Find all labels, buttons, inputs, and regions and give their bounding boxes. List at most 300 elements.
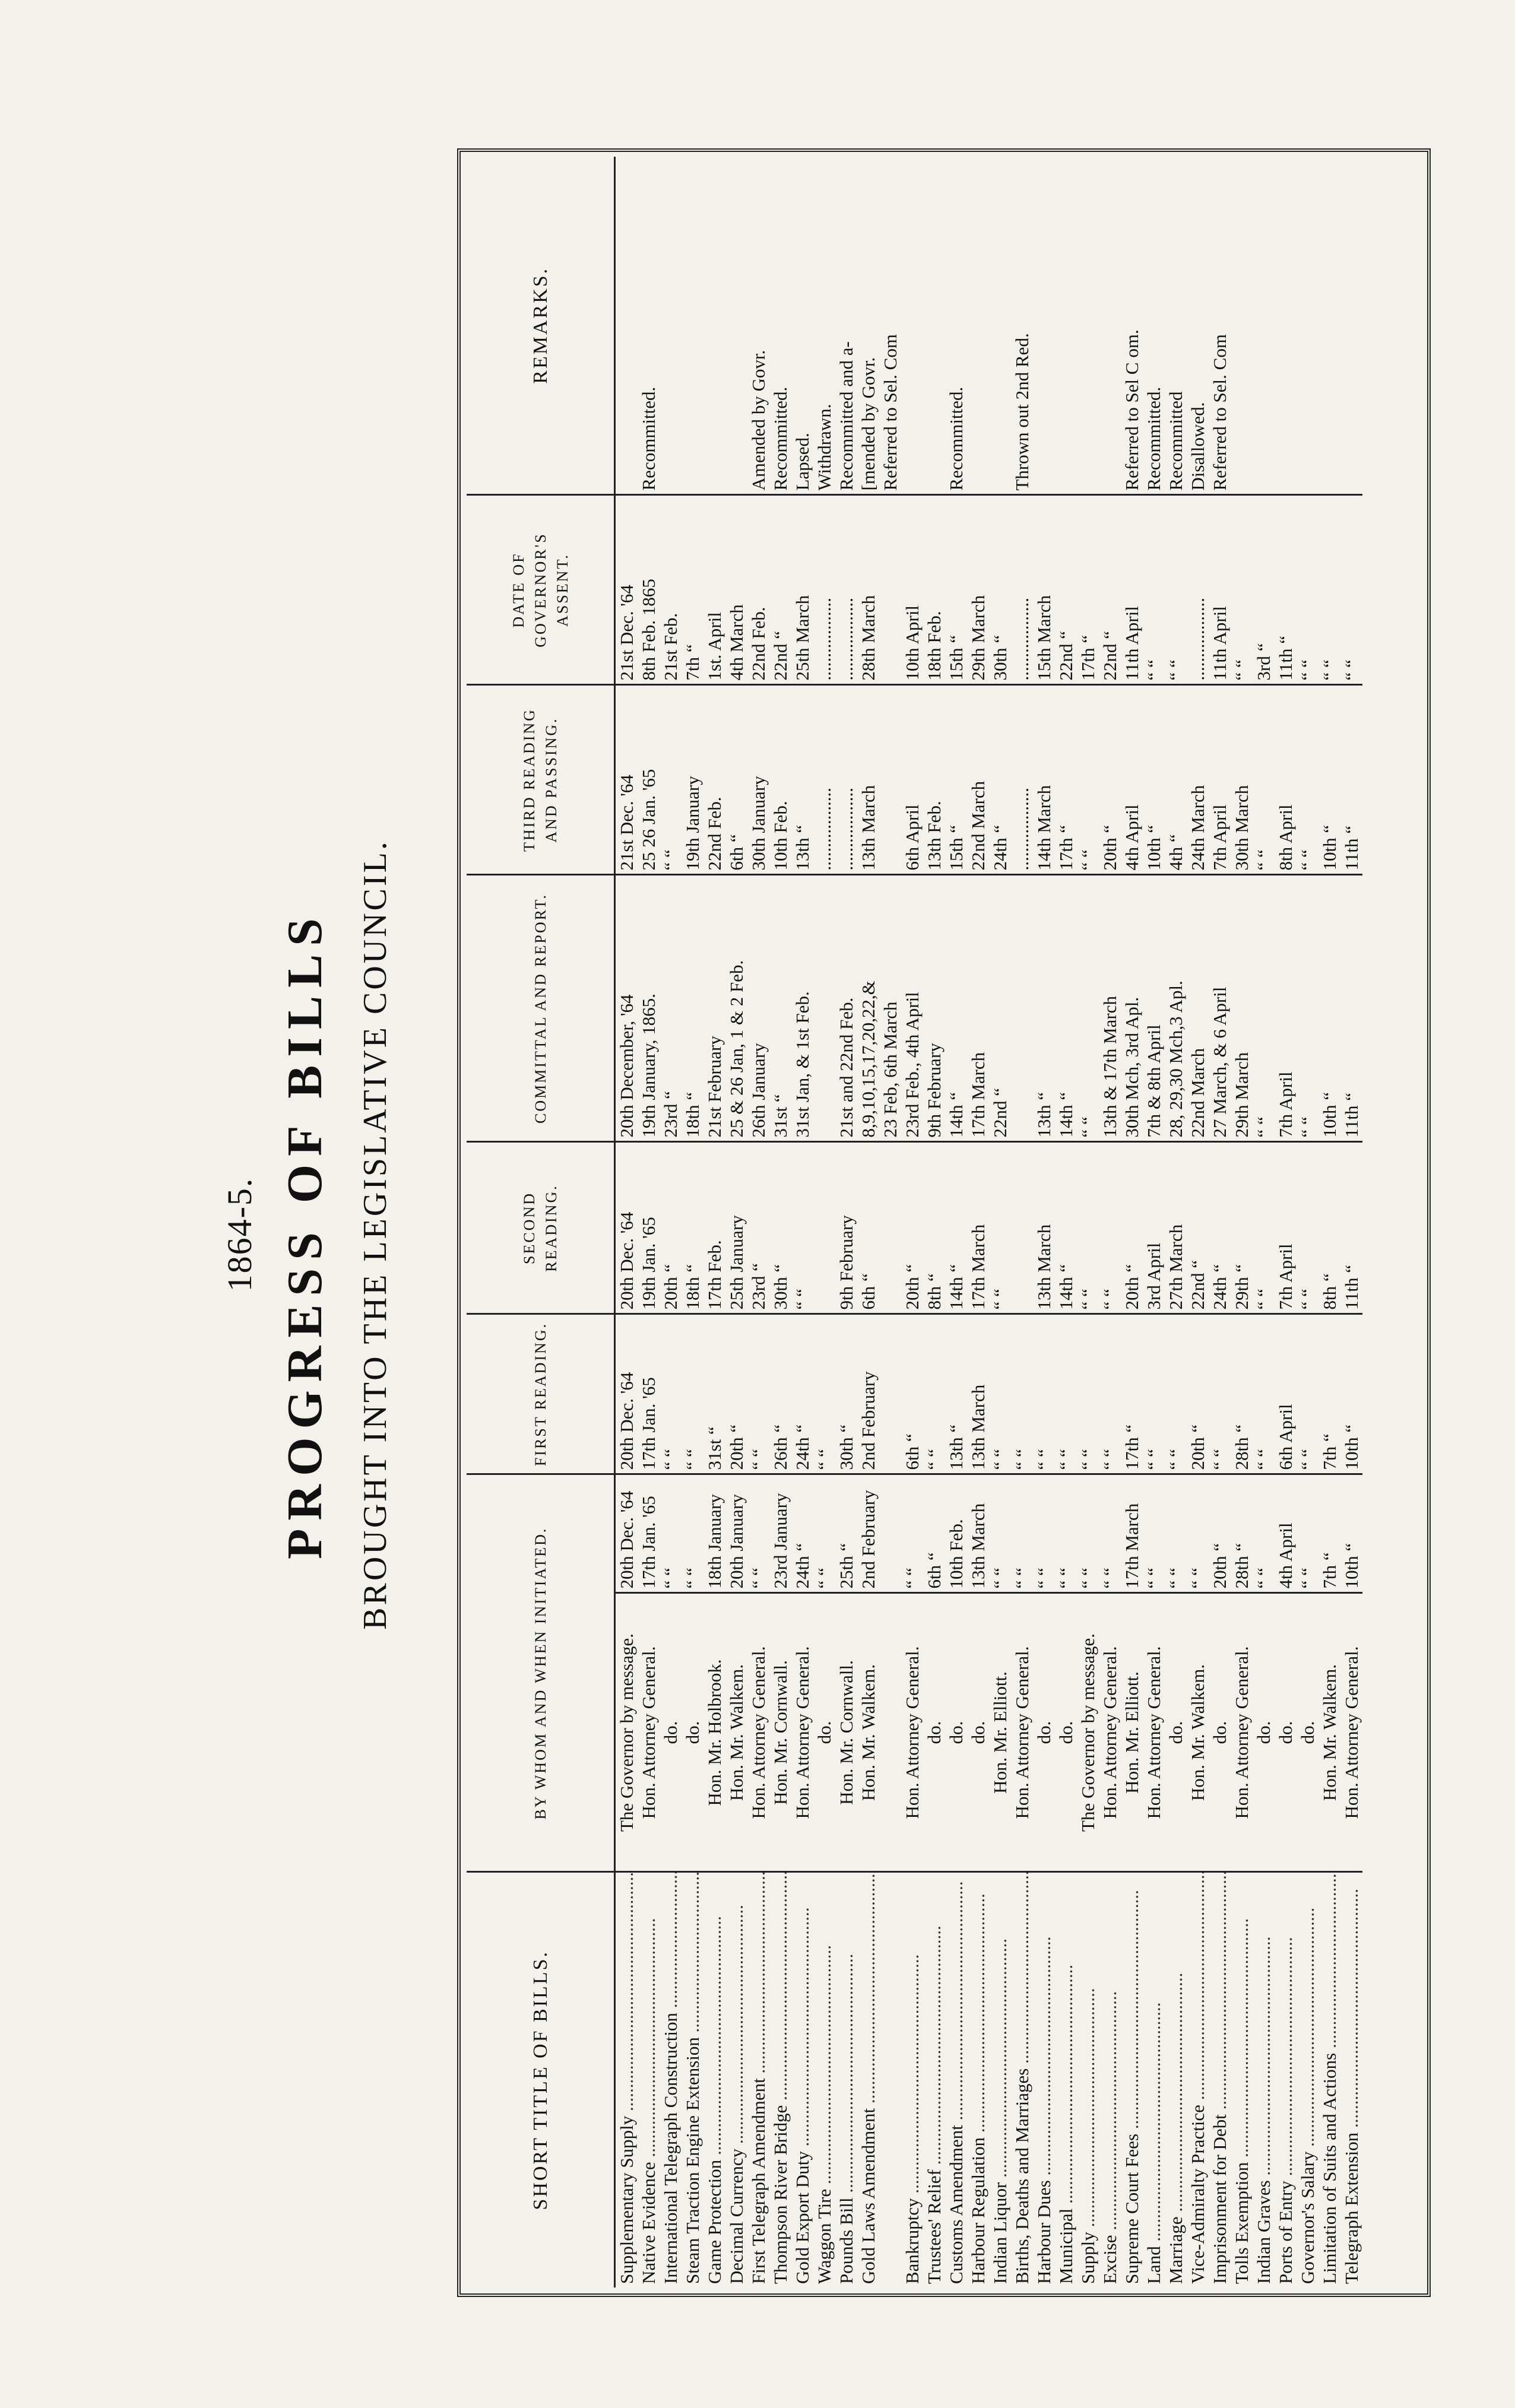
cell-second: 20th “ <box>901 1142 923 1314</box>
cell-by: Hon. Attorney General. <box>791 1593 813 1872</box>
table-row <box>945 157 967 2288</box>
cell-first: 26th “ <box>769 1314 791 1474</box>
cell-remarks: Recommitted. <box>638 386 659 491</box>
cell-committal <box>813 875 835 1142</box>
cell-remarks <box>1077 157 1099 495</box>
table-row <box>923 157 945 2288</box>
cell-remarks: Recommitted. <box>770 386 791 491</box>
table-row <box>1165 157 1187 2288</box>
cell-third: 24th March <box>1187 685 1209 875</box>
table-row <box>813 157 835 2288</box>
cell-assent: 4th March <box>725 495 747 685</box>
cell-committal: 29th March <box>1231 875 1253 1142</box>
cell-assent: .................. <box>1187 495 1209 685</box>
cell-remarks: [mended by Govr. <box>858 357 879 491</box>
cell-title: Pounds Bill ..... <box>835 1872 857 2288</box>
cell-remarks: Thrown out 2nd Red. <box>1012 333 1032 491</box>
table-row <box>1209 157 1231 2288</box>
cell-third: 13th “ <box>791 685 813 875</box>
cell-assent: “ “ <box>1297 495 1319 685</box>
cell-by: do. <box>967 1593 989 1872</box>
cell-by: do. <box>1209 1593 1231 1872</box>
cell-title: Imprisonment for Debt ..... <box>1209 1872 1231 2288</box>
cell-remarks: Referred to Sel. Com <box>1209 334 1230 491</box>
cell-first: 24th “ <box>791 1314 813 1474</box>
cell-first: 10th “ <box>1340 1314 1362 1474</box>
cell-by: do. <box>945 1593 967 1872</box>
cell-when: “ “ <box>1011 1474 1033 1593</box>
cell-second: “ “ <box>1077 1142 1099 1314</box>
table-row <box>791 157 813 2288</box>
cell-when: “ “ <box>989 1474 1011 1593</box>
cell-when: “ “ <box>682 1474 703 1593</box>
cell-committal: 22nd “ <box>989 875 1011 1142</box>
cell-when: “ “ <box>1077 1474 1099 1593</box>
cell-first: “ “ <box>1209 1314 1231 1474</box>
cell-first: “ “ <box>1297 1314 1319 1474</box>
cell-first: 17th “ <box>1121 1314 1143 1474</box>
table-row <box>1055 157 1077 2288</box>
table-row <box>835 157 857 2288</box>
cell-third: “ “ <box>1077 685 1099 875</box>
cell-title: Harbour Regulation ..... <box>967 1872 989 2288</box>
cell-by: Hon. Attorney General. <box>1231 1593 1253 1872</box>
cell-committal: 17th March <box>967 875 989 1142</box>
cell-title: Vice-Admiralty Practice ..... <box>1187 1872 1209 2288</box>
cell-assent: 21st Feb. <box>660 495 682 685</box>
cell-when: 2nd February <box>857 1474 879 1593</box>
cell-first: “ “ <box>1055 1314 1077 1474</box>
cell-committal: 31st “ <box>769 875 791 1142</box>
cell-first: 17th Jan. '65 <box>638 1314 660 1474</box>
cell-committal: 23rd Feb., 4th April <box>901 875 923 1142</box>
cell-by: do. <box>1033 1593 1055 1872</box>
cell-when: “ “ <box>1055 1474 1077 1593</box>
cell-remarks <box>1231 157 1253 495</box>
cell-first: “ “ <box>747 1314 769 1474</box>
cell-title: Governor's Salary ..... <box>1297 1872 1319 2288</box>
cell-remarks <box>1099 157 1121 495</box>
cell-third: 30th March <box>1231 685 1253 875</box>
cell-title: International Telegraph Construction ..... <box>660 1872 682 2288</box>
cell-when: “ “ <box>660 1474 682 1593</box>
cell-first: “ “ <box>682 1314 703 1474</box>
cell-assent: 21st Dec. '64 <box>615 495 638 685</box>
rotated-page <box>71 77 1362 2333</box>
cell-when: 13th March <box>967 1474 989 1593</box>
cell-second: 24th “ <box>1209 1142 1231 1314</box>
cell-second <box>813 1142 835 1314</box>
document-subtitle: BROUGHT INTO THE LEGISLATIVE COUNCIL. <box>357 839 394 1630</box>
document-title: PROGRESS OF BILLS <box>277 910 332 1559</box>
cell-by: Hon. Attorney General. <box>901 1593 923 1872</box>
table-row <box>1275 157 1297 2288</box>
cell-first: 31st “ <box>703 1314 725 1474</box>
cell-remarks <box>923 157 945 495</box>
cell-second: 7th April <box>1275 1142 1297 1314</box>
cell-second: 3rd April <box>1143 1142 1165 1314</box>
cell-first: “ “ <box>1033 1314 1055 1474</box>
table-row <box>703 157 725 2288</box>
cell-second: 14th “ <box>945 1142 967 1314</box>
cell-assent: .................. <box>1011 495 1033 685</box>
cell-title: Customs Amendment ..... <box>945 1872 967 2288</box>
cell-remarks <box>725 157 747 495</box>
table-row <box>989 157 1011 2288</box>
header-short-title: SHORT TITLE OF BILLS. <box>467 1872 615 2288</box>
cell-first: 20th Dec. '64 <box>615 1314 638 1474</box>
cell-title: Municipal ..... <box>1055 1872 1077 2288</box>
cell-committal: 7th & 8th April <box>1143 875 1165 1142</box>
cell-committal: 10th “ <box>1319 875 1340 1142</box>
cell-second <box>879 1142 901 1314</box>
cell-assent: 1st. April <box>703 495 725 685</box>
cell-title: Harbour Dues ..... <box>1033 1872 1055 2288</box>
cell-when: 25th “ <box>835 1474 857 1593</box>
cell-assent: 18th Feb. <box>923 495 945 685</box>
cell-remarks <box>615 157 638 495</box>
cell-when: “ “ <box>1143 1474 1165 1593</box>
cell-first: “ “ <box>660 1314 682 1474</box>
table-row <box>901 157 923 2288</box>
table-row <box>660 157 682 2288</box>
cell-by: do. <box>1297 1593 1319 1872</box>
cell-third: 19th January <box>682 685 703 875</box>
cell-assent: 22nd “ <box>1055 495 1077 685</box>
cell-third: 10th “ <box>1319 685 1340 875</box>
cell-by: do. <box>1055 1593 1077 1872</box>
cell-remarks <box>1033 157 1055 495</box>
cell-remarks <box>901 157 923 495</box>
table-row <box>1231 157 1253 2288</box>
cell-first: 2nd February <box>857 1314 879 1474</box>
table-row <box>857 157 879 2288</box>
cell-first: 6th April <box>1275 1314 1297 1474</box>
cell-when: “ “ <box>813 1474 835 1593</box>
cell-third: .................. <box>813 685 835 875</box>
cell-assent: 30th “ <box>989 495 1011 685</box>
cell-when: “ “ <box>1187 1474 1209 1593</box>
cell-third: 20th “ <box>1099 685 1121 875</box>
cell-when <box>879 1474 901 1593</box>
table-row <box>1297 157 1319 2288</box>
cell-by: do. <box>1275 1593 1297 1872</box>
cell-title: Supreme Court Fees ..... <box>1121 1872 1143 2288</box>
cell-by <box>879 1593 901 1872</box>
cell-second: “ “ <box>1099 1142 1121 1314</box>
cell-second: 23rd “ <box>747 1142 769 1314</box>
cell-first: “ “ <box>1253 1314 1275 1474</box>
cell-title: Thompson River Bridge ..... <box>769 1872 791 2288</box>
cell-title: Gold Laws Amendment ..... <box>857 1872 879 2288</box>
cell-by: Hon. Mr. Cornwall. <box>769 1593 791 1872</box>
table-row <box>1033 157 1055 2288</box>
cell-third: 14th March <box>1033 685 1055 875</box>
cell-title: Native Evidence ..... <box>638 1872 660 2288</box>
cell-title: Decimal Currency ..... <box>725 1872 747 2288</box>
cell-remarks: Recommitted and a- <box>836 341 857 491</box>
cell-first: 20th “ <box>1187 1314 1209 1474</box>
cell-when: “ “ <box>1099 1474 1121 1593</box>
cell-remarks <box>989 157 1011 495</box>
cell-third: 10th “ <box>1143 685 1165 875</box>
cell-title: Land ..... <box>1143 1872 1165 2288</box>
cell-third: 10th Feb. <box>769 685 791 875</box>
cell-second: 27th March <box>1165 1142 1187 1314</box>
cell-when: “ “ <box>901 1474 923 1593</box>
cell-by: Hon. Mr. Cornwall. <box>835 1593 857 1872</box>
cell-first: “ “ <box>1011 1314 1033 1474</box>
cell-title: Steam Traction Engine Extension ..... <box>682 1872 703 2288</box>
cell-second: 8th “ <box>923 1142 945 1314</box>
table-row <box>1011 157 1033 2288</box>
cell-remarks <box>703 157 725 495</box>
cell-title: Telegraph Extension ..... <box>1340 1872 1362 2288</box>
cell-title: Tolls Exemption ..... <box>1231 1872 1253 2288</box>
cell-title: Trustees' Relief ..... <box>923 1872 945 2288</box>
cell-second: 20th Dec. '64 <box>615 1142 638 1314</box>
cell-third: 22nd Feb. <box>703 685 725 875</box>
cell-assent: 8th Feb. 1865 <box>638 495 660 685</box>
cell-by: Hon. Mr. Walkem. <box>1319 1593 1340 1872</box>
cell-remarks <box>1340 157 1362 495</box>
cell-when: 24th “ <box>791 1474 813 1593</box>
cell-title: Supplementary Supply ..... <box>615 1872 638 2288</box>
cell-assent: 11th April <box>1121 495 1143 685</box>
cell-assent: 15th “ <box>945 495 967 685</box>
cell-by: do. <box>813 1593 835 1872</box>
cell-by: do. <box>1165 1593 1187 1872</box>
header-first-reading: FIRST READING. <box>467 1314 615 1474</box>
cell-remarks <box>1275 157 1297 495</box>
cell-when: 10th “ <box>1340 1474 1362 1593</box>
cell-when: 7th “ <box>1319 1474 1340 1593</box>
cell-committal <box>1011 875 1033 1142</box>
cell-title: Bankruptcy ..... <box>901 1872 923 2288</box>
header-committal: COMMITTAL AND REPORT. <box>467 875 615 1142</box>
cell-committal: 18th “ <box>682 875 703 1142</box>
cell-by: Hon. Attorney General. <box>747 1593 769 1872</box>
cell-first: 20th “ <box>725 1314 747 1474</box>
cell-third: 15th “ <box>945 685 967 875</box>
cell-committal: 21st February <box>703 875 725 1142</box>
cell-when: 17th March <box>1121 1474 1143 1593</box>
cell-committal: 23rd “ <box>660 875 682 1142</box>
cell-second <box>1011 1142 1033 1314</box>
cell-first: 13th March <box>967 1314 989 1474</box>
table-row <box>879 157 901 2288</box>
cell-by: Hon. Mr. Walkem. <box>1187 1593 1209 1872</box>
cell-committal: 27 March, & 6 April <box>1209 875 1231 1142</box>
cell-first: 13th “ <box>945 1314 967 1474</box>
cell-committal: 19th January, 1865. <box>638 875 660 1142</box>
table-row <box>967 157 989 2288</box>
table-row <box>1340 157 1362 2288</box>
header-remarks: REMARKS. <box>467 157 615 495</box>
table-row <box>1319 157 1340 2288</box>
cell-first: 28th “ <box>1231 1314 1253 1474</box>
cell-committal: 7th April <box>1275 875 1297 1142</box>
cell-assent: “ “ <box>1143 495 1165 685</box>
cell-by: Hon. Mr. Elliott. <box>1121 1593 1143 1872</box>
cell-second: 22nd “ <box>1187 1142 1209 1314</box>
cell-assent: 11th April <box>1209 495 1231 685</box>
cell-first: “ “ <box>1077 1314 1099 1474</box>
cell-second: “ “ <box>1253 1142 1275 1314</box>
cell-committal: 11th “ <box>1340 875 1362 1142</box>
cell-third: 21st Dec. '64 <box>615 685 638 875</box>
cell-first: “ “ <box>1165 1314 1187 1474</box>
cell-remarks: Recommitted. <box>1143 386 1164 491</box>
cell-committal: 31st Jan, & 1st Feb. <box>791 875 813 1142</box>
cell-remarks: Withdrawn. <box>814 404 835 491</box>
bills-table-body <box>615 157 1363 2288</box>
cell-second: 8th “ <box>1319 1142 1340 1314</box>
cell-when: “ “ <box>1297 1474 1319 1593</box>
cell-first: 6th “ <box>901 1314 923 1474</box>
cell-title: Game Protection ..... <box>703 1872 725 2288</box>
document-year: 1864-5. <box>220 1177 259 1292</box>
cell-title: Supply ..... <box>1077 1872 1099 2288</box>
cell-assent: 22nd Feb. <box>747 495 769 685</box>
cell-by: Hon. Attorney General. <box>1340 1593 1362 1872</box>
cell-remarks: Referred to Sel C om. <box>1121 329 1142 491</box>
table-row <box>638 157 660 2288</box>
cell-by: The Governor by message. <box>615 1593 638 1872</box>
cell-committal: 22nd March <box>1187 875 1209 1142</box>
cell-third: “ “ <box>660 685 682 875</box>
cell-by: Hon. Attorney General. <box>1143 1593 1165 1872</box>
cell-assent: “ “ <box>1165 495 1187 685</box>
cell-committal: 23 Feb, 6th March <box>879 875 901 1142</box>
cell-third: 7th April <box>1209 685 1231 875</box>
cell-when: 20th January <box>725 1474 747 1593</box>
cell-assent: 3rd “ <box>1253 495 1275 685</box>
header-by-whom: BY WHOM AND WHEN INITIATED. <box>467 1474 615 1872</box>
cell-assent: 28th March <box>857 495 879 685</box>
cell-second: 20th “ <box>1121 1142 1143 1314</box>
table-row <box>769 157 791 2288</box>
cell-second: 25th January <box>725 1142 747 1314</box>
cell-remarks <box>1055 157 1077 495</box>
cell-third: 11th “ <box>1340 685 1362 875</box>
header-third-reading: THIRD READING AND PASSING. <box>467 685 615 875</box>
cell-assent: 29th March <box>967 495 989 685</box>
cell-second: 14th “ <box>1055 1142 1077 1314</box>
table-row <box>1099 157 1121 2288</box>
cell-by: do. <box>923 1593 945 1872</box>
cell-assent: 22nd “ <box>1099 495 1121 685</box>
cell-assent: 11th “ <box>1275 495 1297 685</box>
cell-assent: “ “ <box>1231 495 1253 685</box>
cell-remarks: Recommitted. <box>946 386 966 491</box>
cell-committal: 30th Mch, 3rd Apl. <box>1121 875 1143 1142</box>
cell-by: The Governor by message. <box>1077 1593 1099 1872</box>
cell-second: 9th February <box>835 1142 857 1314</box>
cell-second: 6th “ <box>857 1142 879 1314</box>
cell-third: 30th January <box>747 685 769 875</box>
cell-by: Hon. Mr. Walkem. <box>725 1593 747 1872</box>
table-frame <box>457 148 1431 2297</box>
cell-first: 30th “ <box>835 1314 857 1474</box>
cell-third: 4th “ <box>1165 685 1187 875</box>
cell-remarks <box>967 157 989 495</box>
cell-third: 22nd March <box>967 685 989 875</box>
cell-committal: 13th & 17th March <box>1099 875 1121 1142</box>
cell-first <box>879 1314 901 1474</box>
cell-third: 13th March <box>857 685 879 875</box>
cell-assent: 17th “ <box>1077 495 1099 685</box>
cell-remarks <box>1319 157 1340 495</box>
cell-second: 17th Feb. <box>703 1142 725 1314</box>
table-row <box>725 157 747 2288</box>
cell-remarks: Referred to Sel. Com <box>880 334 901 491</box>
cell-second: 11th “ <box>1340 1142 1362 1314</box>
cell-first: “ “ <box>1099 1314 1121 1474</box>
cell-first: “ “ <box>923 1314 945 1474</box>
cell-third: “ “ <box>1253 685 1275 875</box>
cell-title: Limitation of Suits and Actions ..... <box>1319 1872 1340 2288</box>
cell-third: 17th “ <box>1055 685 1077 875</box>
cell-by: Hon. Attorney General. <box>1099 1593 1121 1872</box>
cell-when: “ “ <box>1253 1474 1275 1593</box>
cell-third: 13th Feb. <box>923 685 945 875</box>
cell-assent: 15th March <box>1033 495 1055 685</box>
cell-committal: “ “ <box>1253 875 1275 1142</box>
cell-when: 6th “ <box>923 1474 945 1593</box>
cell-assent: 22nd “ <box>769 495 791 685</box>
cell-remarks: Lapsed. <box>792 433 813 491</box>
cell-title: Ports of Entry ..... <box>1275 1872 1297 2288</box>
cell-second: “ “ <box>989 1142 1011 1314</box>
cell-third: .................. <box>1011 685 1033 875</box>
cell-title: Marriage ..... <box>1165 1872 1187 2288</box>
table-row <box>1253 157 1275 2288</box>
cell-committal: 8,9,10,15,17,20,22,& <box>857 875 879 1142</box>
table-row <box>1143 157 1165 2288</box>
table-row <box>615 157 638 2288</box>
cell-title: Indian Liquor ..... <box>989 1872 1011 2288</box>
cell-committal: “ “ <box>1077 875 1099 1142</box>
cell-committal: 14th “ <box>1055 875 1077 1142</box>
cell-remarks: Amended by Govr. <box>748 350 769 491</box>
cell-title: Gold Export Duty ..... <box>791 1872 813 2288</box>
cell-remarks <box>682 157 703 495</box>
cell-third: 8th April <box>1275 685 1297 875</box>
table-row <box>682 157 703 2288</box>
table-row <box>1121 157 1143 2288</box>
bills-table <box>467 157 1362 2288</box>
cell-second: 18th “ <box>682 1142 703 1314</box>
cell-committal: 14th “ <box>945 875 967 1142</box>
cell-assent: “ “ <box>1319 495 1340 685</box>
cell-third: 6th April <box>901 685 923 875</box>
header-second-reading: SECOND READING. <box>467 1142 615 1314</box>
cell-second: 13th March <box>1033 1142 1055 1314</box>
cell-first: “ “ <box>1143 1314 1165 1474</box>
cell-by: Hon. Mr. Elliott. <box>989 1593 1011 1872</box>
table-row <box>1187 157 1209 2288</box>
header-row <box>467 157 615 2288</box>
cell-remarks <box>660 157 682 495</box>
cell-third: 6th “ <box>725 685 747 875</box>
cell-assent: 25th March <box>791 495 813 685</box>
cell-third: 24th “ <box>989 685 1011 875</box>
cell-second: 29th “ <box>1231 1142 1253 1314</box>
cell-second: 30th “ <box>769 1142 791 1314</box>
header-assent: DATE OF GOVERNOR'S ASSENT. <box>467 495 615 685</box>
cell-by: do. <box>682 1593 703 1872</box>
